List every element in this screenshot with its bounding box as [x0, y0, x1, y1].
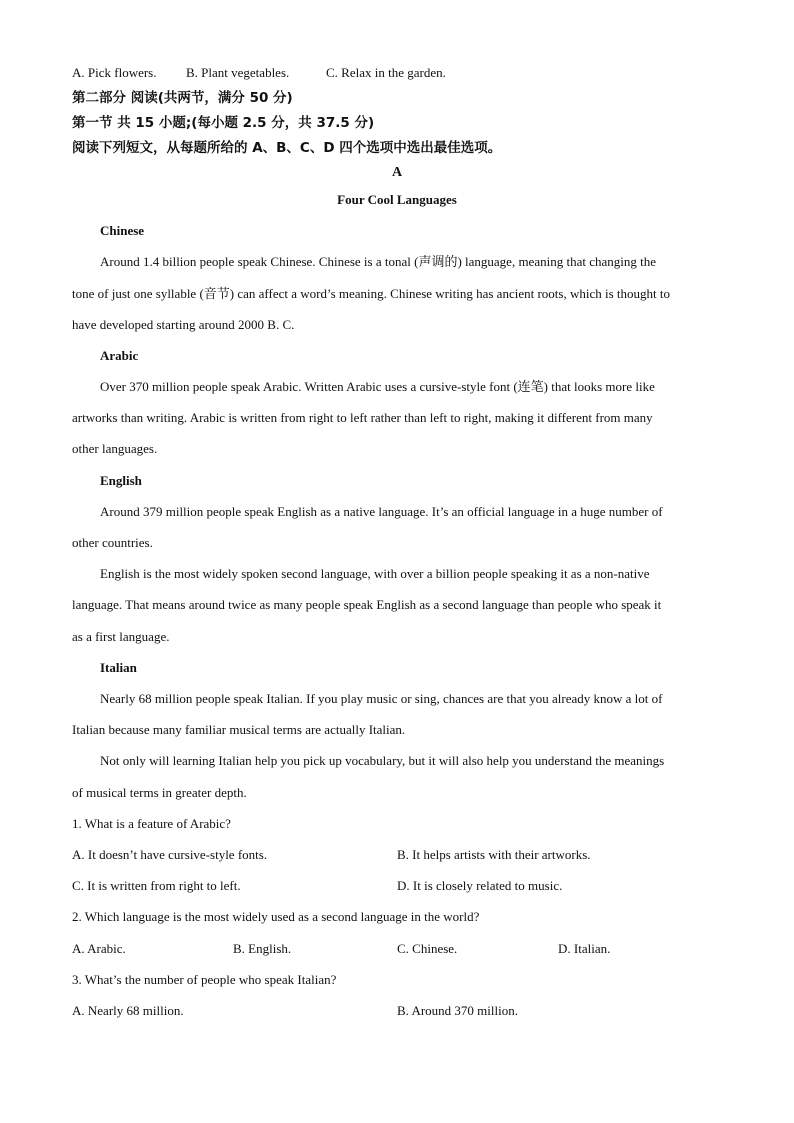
english-p2-line-1: English is the most widely spoken second language, with over a billion people speaking it as a non-native — [100, 566, 650, 581]
question-1-option-b: B. It helps artists with their artworks. — [397, 847, 591, 862]
question-2-stem: 2. Which language is the most widely used as a second language in the world? — [72, 909, 480, 924]
italian-p1-line-2: Italian because many familiar musical terms are actually Italian. — [72, 722, 406, 737]
prev-option-a: A. Pick flowers. — [72, 65, 157, 80]
heading-arabic: Arabic — [100, 348, 139, 363]
question-2-option-a: A. Arabic. — [72, 941, 126, 956]
question-1-stem: 1. What is a feature of Arabic? — [72, 816, 231, 831]
question-3-stem: 3. What’s the number of people who speak Italian? — [72, 972, 337, 987]
section-part-heading: 第二部分 阅读(共两节，满分 50 分) — [72, 90, 293, 106]
question-1-option-a: A. It doesn’t have cursive-style fonts. — [72, 847, 268, 862]
question-2-option-d: D. Italian. — [558, 941, 611, 956]
english-p2-line-2: language. That means around twice as many people speak English as a second language than people who speak it — [72, 597, 662, 612]
italian-p1-line-1: Nearly 68 million people speak Italian. If you play music or sing, chances are that you already know a lot of — [100, 691, 663, 706]
english-p2-line-3: as a first language. — [72, 629, 170, 644]
english-p1-line-1: Around 379 million people speak English as a native language. It’s an official language in a huge number of — [100, 504, 663, 519]
question-3-option-a: A. Nearly 68 million. — [72, 1003, 184, 1018]
question-2-option-c: C. Chinese. — [397, 941, 458, 956]
heading-italian: Italian — [100, 660, 137, 675]
chinese-line-1: Around 1.4 billion people speak Chinese. Chinese is a tonal (声调的) language, meaning that changing the — [100, 254, 656, 269]
question-2-option-b: B. English. — [233, 941, 292, 956]
question-1-option-d: D. It is closely related to music. — [397, 878, 563, 893]
section-subsection-heading: 第一节 共 15 小题;(每小题 2.5 分，共 37.5 分) — [72, 115, 375, 131]
section-instruction: 阅读下列短文，从每题所给的 A、B、C、D 四个选项中选出最佳选项。 — [72, 140, 502, 156]
italian-p2-line-2: of musical terms in greater depth. — [72, 785, 247, 800]
arabic-line-3: other languages. — [72, 441, 158, 456]
passage-letter: A — [391, 165, 403, 180]
heading-chinese: Chinese — [100, 223, 145, 238]
arabic-line-2: artworks than writing. Arabic is written from right to left rather than left to right, making it different from many — [72, 410, 653, 425]
prev-option-b: B. Plant vegetables. — [186, 65, 290, 80]
passage-title: Four Cool Languages — [337, 192, 457, 207]
italian-p2-line-1: Not only will learning Italian help you pick up vocabulary, but it will also help you understand the meanings — [100, 753, 665, 768]
question-1-option-c: C. It is written from right to left. — [72, 878, 241, 893]
heading-english: English — [100, 473, 142, 488]
chinese-line-3: have developed starting around 2000 B. C. — [72, 317, 295, 332]
english-p1-line-2: other countries. — [72, 535, 153, 550]
question-3-option-b: B. Around 370 million. — [397, 1003, 518, 1018]
prev-option-c: C. Relax in the garden. — [326, 65, 446, 80]
arabic-line-1: Over 370 million people speak Arabic. Written Arabic uses a cursive-style font (连笔) that looks more like — [100, 379, 655, 394]
chinese-line-2: tone of just one syllable (音节) can affect a word’s meaning. Chinese writing has ancient roots, which is thought to — [72, 286, 670, 301]
